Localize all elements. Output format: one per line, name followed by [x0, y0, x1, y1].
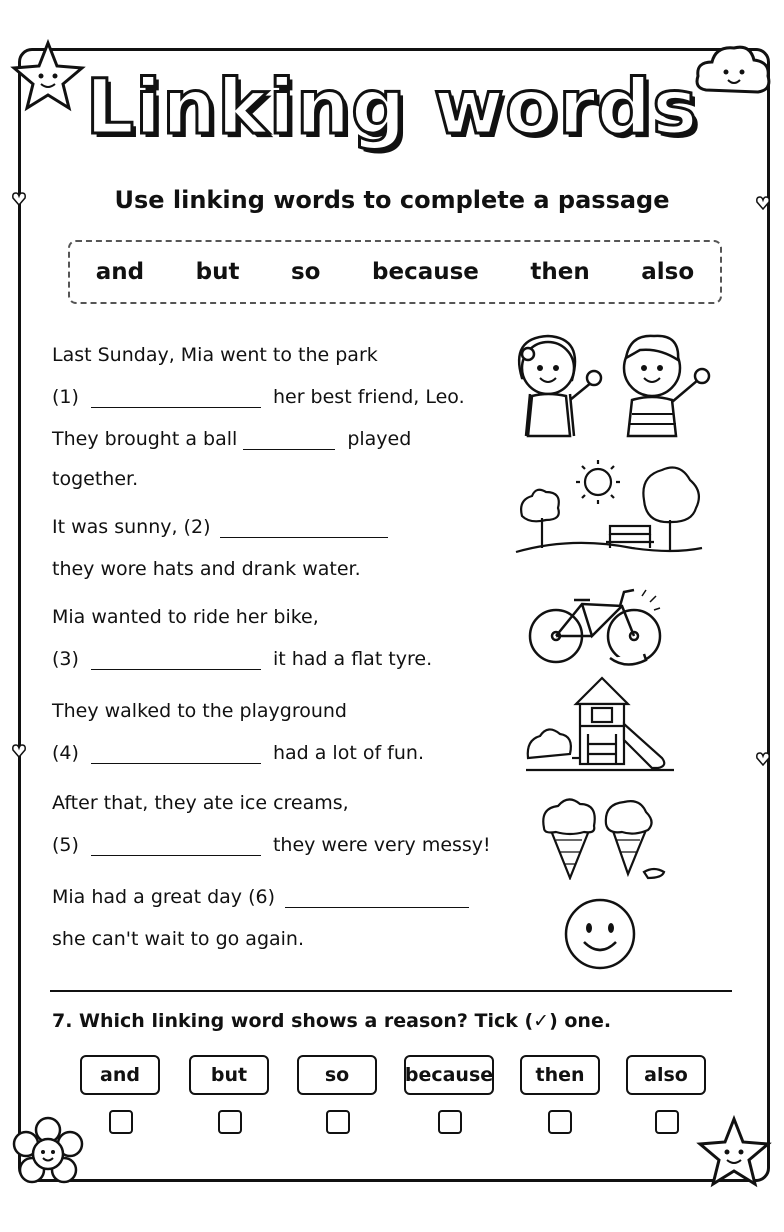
passage-line: [52, 742, 424, 764]
question-7: 7. Which linking word shows a reason? Tick (✓) one.: [52, 1010, 612, 1032]
option-so: so: [297, 1055, 377, 1095]
passage-line: [52, 648, 432, 670]
blank-number: (3): [52, 648, 79, 670]
passage-line: [52, 428, 411, 450]
passage-line: together.: [52, 468, 139, 490]
section-divider: [50, 990, 732, 992]
passage-line: Mia wanted to ride her bike,: [52, 606, 319, 628]
blank-number: (5): [52, 834, 79, 856]
word-bank-item: because: [372, 259, 479, 285]
blank-number: (1): [52, 386, 79, 408]
passage-text: They brought a ball: [52, 428, 238, 450]
passage-text: had a lot of fun.: [272, 742, 424, 764]
word-bank: [68, 240, 722, 304]
passage-line: they wore hats and drank water.: [52, 558, 361, 580]
option-because: because: [404, 1055, 494, 1095]
ice-cream-illustration: [536, 794, 668, 880]
tick-box-so[interactable]: [326, 1110, 350, 1134]
kids-illustration: [500, 318, 724, 440]
option-then: then: [520, 1055, 600, 1095]
heart-icon: [756, 752, 770, 766]
answer-blank-3[interactable]: [91, 649, 261, 670]
park-illustration: [512, 456, 706, 566]
answer-blank-2[interactable]: [220, 517, 388, 538]
passage-line: [52, 886, 475, 908]
word-bank-item: then: [530, 259, 590, 285]
passage-line: [52, 834, 491, 856]
playground-illustration: [522, 674, 678, 778]
tick-box-then[interactable]: [548, 1110, 572, 1134]
tick-box-also[interactable]: [655, 1110, 679, 1134]
bike-illustration: [526, 584, 664, 670]
passage-line: she can't wait to go again.: [52, 928, 305, 950]
tick-box-but[interactable]: [218, 1110, 242, 1134]
star-icon: [694, 1114, 774, 1189]
passage-line: [52, 386, 465, 408]
passage-text: played: [347, 428, 412, 450]
word-bank-item: but: [195, 259, 240, 285]
option-but: but: [189, 1055, 269, 1095]
option-and: and: [80, 1055, 160, 1095]
passage-text: they were very messy!: [272, 834, 491, 856]
word-bank-item: also: [641, 259, 695, 285]
answer-blank-5[interactable]: [91, 835, 261, 856]
word-bank-item: so: [290, 259, 321, 285]
passage-text: it had a flat tyre.: [272, 648, 433, 670]
option-also: also: [626, 1055, 706, 1095]
smiley-icon: [562, 896, 638, 972]
answer-blank-6[interactable]: [285, 887, 469, 908]
passage-line: Last Sunday, Mia went to the park: [52, 344, 378, 366]
blank-number: (4): [52, 742, 79, 764]
page-title: Linking words: [85, 62, 699, 151]
passage-line: They walked to the playground: [52, 700, 347, 722]
passage-line: After that, they ate ice creams,: [52, 792, 349, 814]
passage-text: her best friend, Leo.: [272, 386, 465, 408]
passage-text: Mia had a great day (6): [52, 886, 275, 908]
word-bank-item: and: [95, 259, 145, 285]
passage-text: It was sunny, (2): [52, 516, 211, 538]
heart-icon: [12, 744, 26, 758]
page-subtitle: Use linking words to complete a passage: [114, 186, 670, 214]
flower-icon: [10, 1116, 86, 1192]
answer-blank-1[interactable]: [91, 387, 261, 408]
answer-blank-4[interactable]: [91, 743, 261, 764]
tick-box-because[interactable]: [438, 1110, 462, 1134]
tick-box-and[interactable]: [109, 1110, 133, 1134]
passage-line: [52, 516, 394, 538]
answer-blank-extra[interactable]: [243, 429, 335, 450]
